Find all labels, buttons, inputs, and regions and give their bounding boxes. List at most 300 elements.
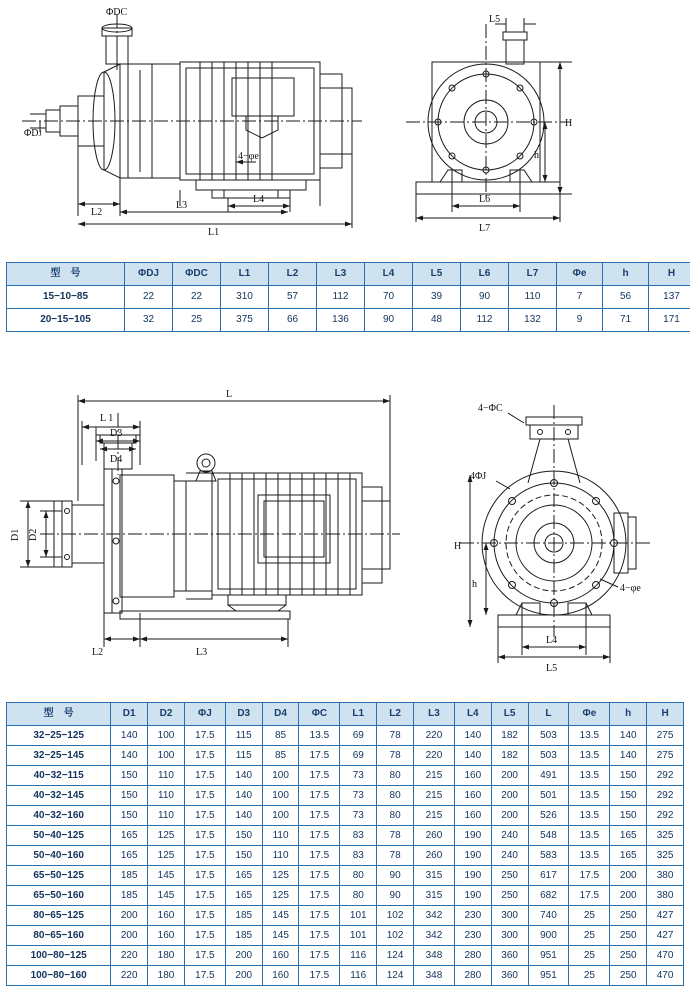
- cell-value: 325: [647, 826, 684, 846]
- top-drawing-svg: [0, 0, 690, 250]
- cell-model: 50−40−125: [7, 826, 111, 846]
- cell-value: 185: [111, 866, 148, 886]
- cell-value: 150: [111, 806, 148, 826]
- cell-value: 17.5: [184, 926, 225, 946]
- cell-value: 124: [377, 946, 414, 966]
- cell-value: 13.5: [569, 826, 610, 846]
- cell-value: 380: [647, 886, 684, 906]
- cell-value: 182: [491, 726, 528, 746]
- table-row: [7, 946, 684, 966]
- cell-value: 136: [317, 309, 365, 332]
- cell-value: 22: [173, 286, 221, 309]
- cell-value: 25: [569, 926, 610, 946]
- th-l2: L2: [269, 263, 317, 286]
- cell-value: 190: [454, 846, 491, 866]
- cell-value: 150: [225, 826, 262, 846]
- label-l5: L5: [489, 14, 500, 25]
- cell-value: 112: [317, 286, 365, 309]
- cell-value: 17.5: [184, 866, 225, 886]
- label-d2: D2: [28, 529, 39, 541]
- cell-value: 215: [413, 766, 454, 786]
- table-row: [7, 846, 684, 866]
- table-row: [7, 766, 684, 786]
- label-l6: L6: [479, 194, 490, 205]
- label-l7: L7: [479, 223, 490, 234]
- th-l3: L3: [413, 703, 454, 726]
- cell-value: 182: [491, 746, 528, 766]
- cell-value: 13.5: [569, 806, 610, 826]
- cell-value: 275: [647, 746, 684, 766]
- label-d3: D3: [110, 428, 122, 439]
- cell-value: 200: [610, 886, 647, 906]
- cell-value: 275: [647, 726, 684, 746]
- cell-value: 83: [340, 826, 377, 846]
- th-phic: ΦC: [299, 703, 340, 726]
- cell-value: 190: [454, 826, 491, 846]
- cell-value: 80: [377, 766, 414, 786]
- cell-value: 180: [148, 966, 185, 986]
- top-table-head: [7, 263, 690, 286]
- cell-value: 150: [610, 766, 647, 786]
- cell-value: 348: [413, 966, 454, 986]
- cell-value: 200: [111, 926, 148, 946]
- cell-value: 548: [528, 826, 569, 846]
- cell-value: 250: [610, 906, 647, 926]
- cell-value: 13.5: [299, 726, 340, 746]
- cell-value: 90: [461, 286, 509, 309]
- cell-value: 137: [649, 286, 690, 309]
- cell-value: 200: [491, 806, 528, 826]
- cell-value: 90: [377, 886, 414, 906]
- cell-value: 260: [413, 826, 454, 846]
- label-d4: D4: [110, 454, 122, 465]
- th-phie: Φe: [557, 263, 603, 286]
- cell-value: 17.5: [184, 786, 225, 806]
- cell-value: 17.5: [299, 826, 340, 846]
- cell-value: 190: [454, 886, 491, 906]
- cell-value: 17.5: [184, 746, 225, 766]
- cell-value: 17.5: [184, 966, 225, 986]
- th-l2: L2: [377, 703, 414, 726]
- cell-value: 342: [413, 926, 454, 946]
- top-spec-table: [6, 262, 690, 332]
- cell-value: 140: [111, 726, 148, 746]
- cell-value: 102: [377, 906, 414, 926]
- cell-value: 165: [111, 826, 148, 846]
- cell-value: 101: [340, 906, 377, 926]
- cell-value: 292: [647, 766, 684, 786]
- th-d1: D1: [111, 703, 148, 726]
- cell-value: 140: [225, 806, 262, 826]
- cell-value: 110: [148, 766, 185, 786]
- cell-value: 292: [647, 806, 684, 826]
- label-l5: L5: [546, 663, 557, 674]
- cell-value: 145: [262, 906, 299, 926]
- cell-value: 69: [340, 726, 377, 746]
- cell-value: 503: [528, 726, 569, 746]
- cell-value: 100: [148, 726, 185, 746]
- cell-value: 165: [610, 826, 647, 846]
- cell-value: 617: [528, 866, 569, 886]
- cell-value: 280: [454, 966, 491, 986]
- label-h-upper: H: [565, 118, 572, 129]
- cell-value: 140: [454, 726, 491, 746]
- table-row: [7, 926, 684, 946]
- cell-value: 69: [340, 746, 377, 766]
- cell-value: 951: [528, 966, 569, 986]
- cell-value: 17.5: [299, 806, 340, 826]
- cell-value: 260: [413, 846, 454, 866]
- cell-value: 165: [225, 866, 262, 886]
- cell-value: 292: [647, 786, 684, 806]
- cell-model: 100−80−160: [7, 966, 111, 986]
- cell-value: 310: [221, 286, 269, 309]
- th-l7: L7: [509, 263, 557, 286]
- cell-value: 100: [262, 786, 299, 806]
- cell-value: 160: [148, 906, 185, 926]
- cell-value: 17.5: [184, 906, 225, 926]
- cell-value: 526: [528, 806, 569, 826]
- cell-value: 140: [225, 766, 262, 786]
- cell-value: 56: [603, 286, 649, 309]
- cell-value: 145: [148, 886, 185, 906]
- cell-value: 85: [262, 726, 299, 746]
- cell-value: 17.5: [299, 766, 340, 786]
- label-phi-dj: ΦDJ: [24, 128, 42, 139]
- cell-value: 150: [111, 766, 148, 786]
- cell-value: 78: [377, 826, 414, 846]
- cell-model: 15−10−85: [7, 286, 125, 309]
- cell-value: 32: [125, 309, 173, 332]
- cell-value: 501: [528, 786, 569, 806]
- cell-value: 280: [454, 946, 491, 966]
- table-row: [7, 286, 690, 309]
- cell-value: 17.5: [184, 946, 225, 966]
- cell-value: 17.5: [184, 846, 225, 866]
- th-model: 型 号: [7, 263, 125, 286]
- cell-model: 20−15−105: [7, 309, 125, 332]
- th-h-small: h: [603, 263, 649, 286]
- label-l1: L1: [208, 227, 219, 238]
- table-row: [7, 886, 684, 906]
- cell-value: 250: [491, 886, 528, 906]
- th-d2: D2: [148, 703, 185, 726]
- cell-value: 73: [340, 766, 377, 786]
- label-l3: L3: [196, 647, 207, 658]
- cell-value: 240: [491, 826, 528, 846]
- cell-value: 140: [225, 786, 262, 806]
- cell-value: 80: [340, 886, 377, 906]
- cell-value: 115: [225, 746, 262, 766]
- cell-value: 342: [413, 906, 454, 926]
- cell-value: 17.5: [184, 806, 225, 826]
- table-row: [7, 726, 684, 746]
- cell-value: 315: [413, 886, 454, 906]
- label-h-big: H: [454, 541, 461, 552]
- table-row: [7, 786, 684, 806]
- cell-value: 160: [454, 766, 491, 786]
- cell-value: 85: [262, 746, 299, 766]
- cell-value: 220: [111, 946, 148, 966]
- cell-value: 951: [528, 946, 569, 966]
- cell-value: 13.5: [569, 746, 610, 766]
- label-l: L: [226, 389, 232, 400]
- cell-value: 900: [528, 926, 569, 946]
- th-l1: L1: [340, 703, 377, 726]
- cell-value: 17.5: [569, 886, 610, 906]
- cell-value: 132: [509, 309, 557, 332]
- th-d4: D4: [262, 703, 299, 726]
- cell-value: 190: [454, 866, 491, 886]
- cell-value: 17.5: [299, 846, 340, 866]
- cell-value: 165: [225, 886, 262, 906]
- th-l6: L6: [461, 263, 509, 286]
- cell-value: 740: [528, 906, 569, 926]
- cell-value: 124: [377, 966, 414, 986]
- cell-value: 140: [111, 746, 148, 766]
- cell-value: 200: [610, 866, 647, 886]
- cell-value: 17.5: [184, 766, 225, 786]
- cell-value: 71: [603, 309, 649, 332]
- cell-value: 17.5: [299, 906, 340, 926]
- cell-model: 80−65−160: [7, 926, 111, 946]
- cell-value: 150: [610, 806, 647, 826]
- label-l1: L 1: [100, 413, 113, 424]
- cell-value: 215: [413, 786, 454, 806]
- table-row: [7, 806, 684, 826]
- label-l2: L2: [92, 647, 103, 658]
- cell-model: 80−65−125: [7, 906, 111, 926]
- th-d3: D3: [225, 703, 262, 726]
- cell-value: 200: [225, 966, 262, 986]
- table-row: [7, 866, 684, 886]
- cell-value: 140: [454, 746, 491, 766]
- cell-value: 78: [377, 846, 414, 866]
- table-row: [7, 906, 684, 926]
- cell-value: 110: [148, 786, 185, 806]
- cell-value: 80: [377, 786, 414, 806]
- top-table-header-row: [7, 263, 690, 286]
- cell-value: 250: [610, 966, 647, 986]
- cell-value: 348: [413, 946, 454, 966]
- th-l3: L3: [317, 263, 365, 286]
- bottom-drawing-svg: [0, 365, 690, 695]
- cell-value: 17.5: [299, 926, 340, 946]
- cell-value: 78: [377, 726, 414, 746]
- cell-value: 66: [269, 309, 317, 332]
- label-l4: L4: [546, 635, 557, 646]
- cell-value: 360: [491, 946, 528, 966]
- cell-value: 145: [262, 926, 299, 946]
- cell-value: 102: [377, 926, 414, 946]
- cell-value: 125: [262, 866, 299, 886]
- top-table-body: [7, 286, 690, 332]
- cell-value: 17.5: [569, 866, 610, 886]
- table-row: [7, 746, 684, 766]
- cell-value: 185: [225, 926, 262, 946]
- cell-value: 110: [148, 806, 185, 826]
- cell-value: 200: [111, 906, 148, 926]
- cell-model: 32−25−125: [7, 726, 111, 746]
- cell-value: 220: [413, 746, 454, 766]
- th-phidj: ΦDJ: [125, 263, 173, 286]
- cell-value: 100: [148, 746, 185, 766]
- cell-value: 160: [454, 806, 491, 826]
- th-l: L: [528, 703, 569, 726]
- cell-value: 360: [491, 966, 528, 986]
- cell-value: 17.5: [299, 866, 340, 886]
- th-l5: L5: [491, 703, 528, 726]
- table-row: [7, 826, 684, 846]
- cell-value: 9: [557, 309, 603, 332]
- cell-value: 200: [225, 946, 262, 966]
- top-assembly-drawing: [0, 0, 690, 250]
- cell-value: 73: [340, 786, 377, 806]
- cell-value: 125: [148, 846, 185, 866]
- cell-value: 200: [491, 786, 528, 806]
- cell-value: 682: [528, 886, 569, 906]
- bottom-spec-table: [6, 702, 684, 986]
- label-d1: D1: [10, 529, 21, 541]
- cell-model: 100−80−125: [7, 946, 111, 966]
- cell-value: 171: [649, 309, 690, 332]
- cell-value: 116: [340, 966, 377, 986]
- cell-value: 583: [528, 846, 569, 866]
- label-4-phi-e: 4−φe: [238, 151, 259, 162]
- cell-value: 80: [377, 806, 414, 826]
- th-h-big: H: [649, 263, 690, 286]
- cell-value: 145: [148, 866, 185, 886]
- cell-value: 17.5: [184, 726, 225, 746]
- cell-value: 250: [491, 866, 528, 886]
- cell-value: 17.5: [184, 886, 225, 906]
- label-l2: L2: [91, 207, 102, 218]
- label-h-lower: h: [534, 150, 539, 161]
- cell-value: 180: [148, 946, 185, 966]
- cell-value: 470: [647, 966, 684, 986]
- cell-value: 427: [647, 926, 684, 946]
- cell-value: 160: [454, 786, 491, 806]
- cell-value: 150: [111, 786, 148, 806]
- cell-model: 65−50−125: [7, 866, 111, 886]
- cell-value: 110: [262, 826, 299, 846]
- th-model: 型 号: [7, 703, 111, 726]
- cell-value: 215: [413, 806, 454, 826]
- cell-value: 17.5: [184, 826, 225, 846]
- cell-value: 185: [225, 906, 262, 926]
- cell-model: 65−50−160: [7, 886, 111, 906]
- cell-value: 125: [262, 886, 299, 906]
- label-4-phi-c: 4−ΦC: [478, 403, 503, 414]
- bottom-assembly-drawing: [0, 365, 690, 695]
- cell-value: 165: [610, 846, 647, 866]
- cell-value: 110: [262, 846, 299, 866]
- cell-value: 48: [413, 309, 461, 332]
- cell-value: 160: [262, 946, 299, 966]
- cell-value: 115: [225, 726, 262, 746]
- cell-value: 110: [509, 286, 557, 309]
- cell-model: 40−32−115: [7, 766, 111, 786]
- cell-value: 116: [340, 946, 377, 966]
- cell-model: 40−32−160: [7, 806, 111, 826]
- cell-value: 90: [377, 866, 414, 886]
- label-l3: L3: [176, 200, 187, 211]
- label-phi-dc: ΦDC: [106, 7, 128, 18]
- label-h-small: h: [472, 579, 477, 590]
- cell-value: 503: [528, 746, 569, 766]
- cell-value: 25: [173, 309, 221, 332]
- cell-value: 100: [262, 766, 299, 786]
- cell-value: 25: [569, 966, 610, 986]
- cell-value: 112: [461, 309, 509, 332]
- table-row: [7, 309, 690, 332]
- cell-model: 40−32−145: [7, 786, 111, 806]
- cell-model: 50−40−160: [7, 846, 111, 866]
- cell-value: 90: [365, 309, 413, 332]
- th-phij: ΦJ: [184, 703, 225, 726]
- cell-value: 80: [340, 866, 377, 886]
- cell-value: 427: [647, 906, 684, 926]
- cell-value: 250: [610, 926, 647, 946]
- cell-value: 325: [647, 846, 684, 866]
- th-h-big: H: [647, 703, 684, 726]
- bottom-table-body: [7, 726, 684, 986]
- cell-value: 160: [148, 926, 185, 946]
- cell-value: 140: [610, 746, 647, 766]
- cell-value: 73: [340, 806, 377, 826]
- cell-value: 25: [569, 906, 610, 926]
- cell-value: 17.5: [299, 746, 340, 766]
- cell-value: 380: [647, 866, 684, 886]
- cell-value: 470: [647, 946, 684, 966]
- cell-value: 17.5: [299, 966, 340, 986]
- label-4-phi-j: 4ΦJ: [470, 471, 486, 482]
- th-l4: L4: [454, 703, 491, 726]
- cell-value: 78: [377, 746, 414, 766]
- cell-value: 300: [491, 906, 528, 926]
- cell-value: 200: [491, 766, 528, 786]
- cell-value: 165: [111, 846, 148, 866]
- cell-value: 83: [340, 846, 377, 866]
- cell-value: 7: [557, 286, 603, 309]
- cell-value: 13.5: [569, 846, 610, 866]
- cell-value: 13.5: [569, 726, 610, 746]
- cell-value: 160: [262, 966, 299, 986]
- cell-value: 491: [528, 766, 569, 786]
- cell-value: 13.5: [569, 766, 610, 786]
- cell-value: 39: [413, 286, 461, 309]
- bottom-table-header-row: [7, 703, 684, 726]
- cell-value: 185: [111, 886, 148, 906]
- cell-value: 101: [340, 926, 377, 946]
- cell-value: 230: [454, 906, 491, 926]
- cell-value: 230: [454, 926, 491, 946]
- cell-value: 300: [491, 926, 528, 946]
- th-phidc: ΦDC: [173, 263, 221, 286]
- cell-model: 32−25−145: [7, 746, 111, 766]
- cell-value: 150: [610, 786, 647, 806]
- cell-value: 315: [413, 866, 454, 886]
- cell-value: 125: [148, 826, 185, 846]
- cell-value: 17.5: [299, 886, 340, 906]
- th-h-small: h: [610, 703, 647, 726]
- label-l4: L4: [253, 194, 264, 205]
- bottom-table-head: [7, 703, 684, 726]
- cell-value: 220: [111, 966, 148, 986]
- cell-value: 13.5: [569, 786, 610, 806]
- cell-value: 140: [610, 726, 647, 746]
- cell-value: 17.5: [299, 946, 340, 966]
